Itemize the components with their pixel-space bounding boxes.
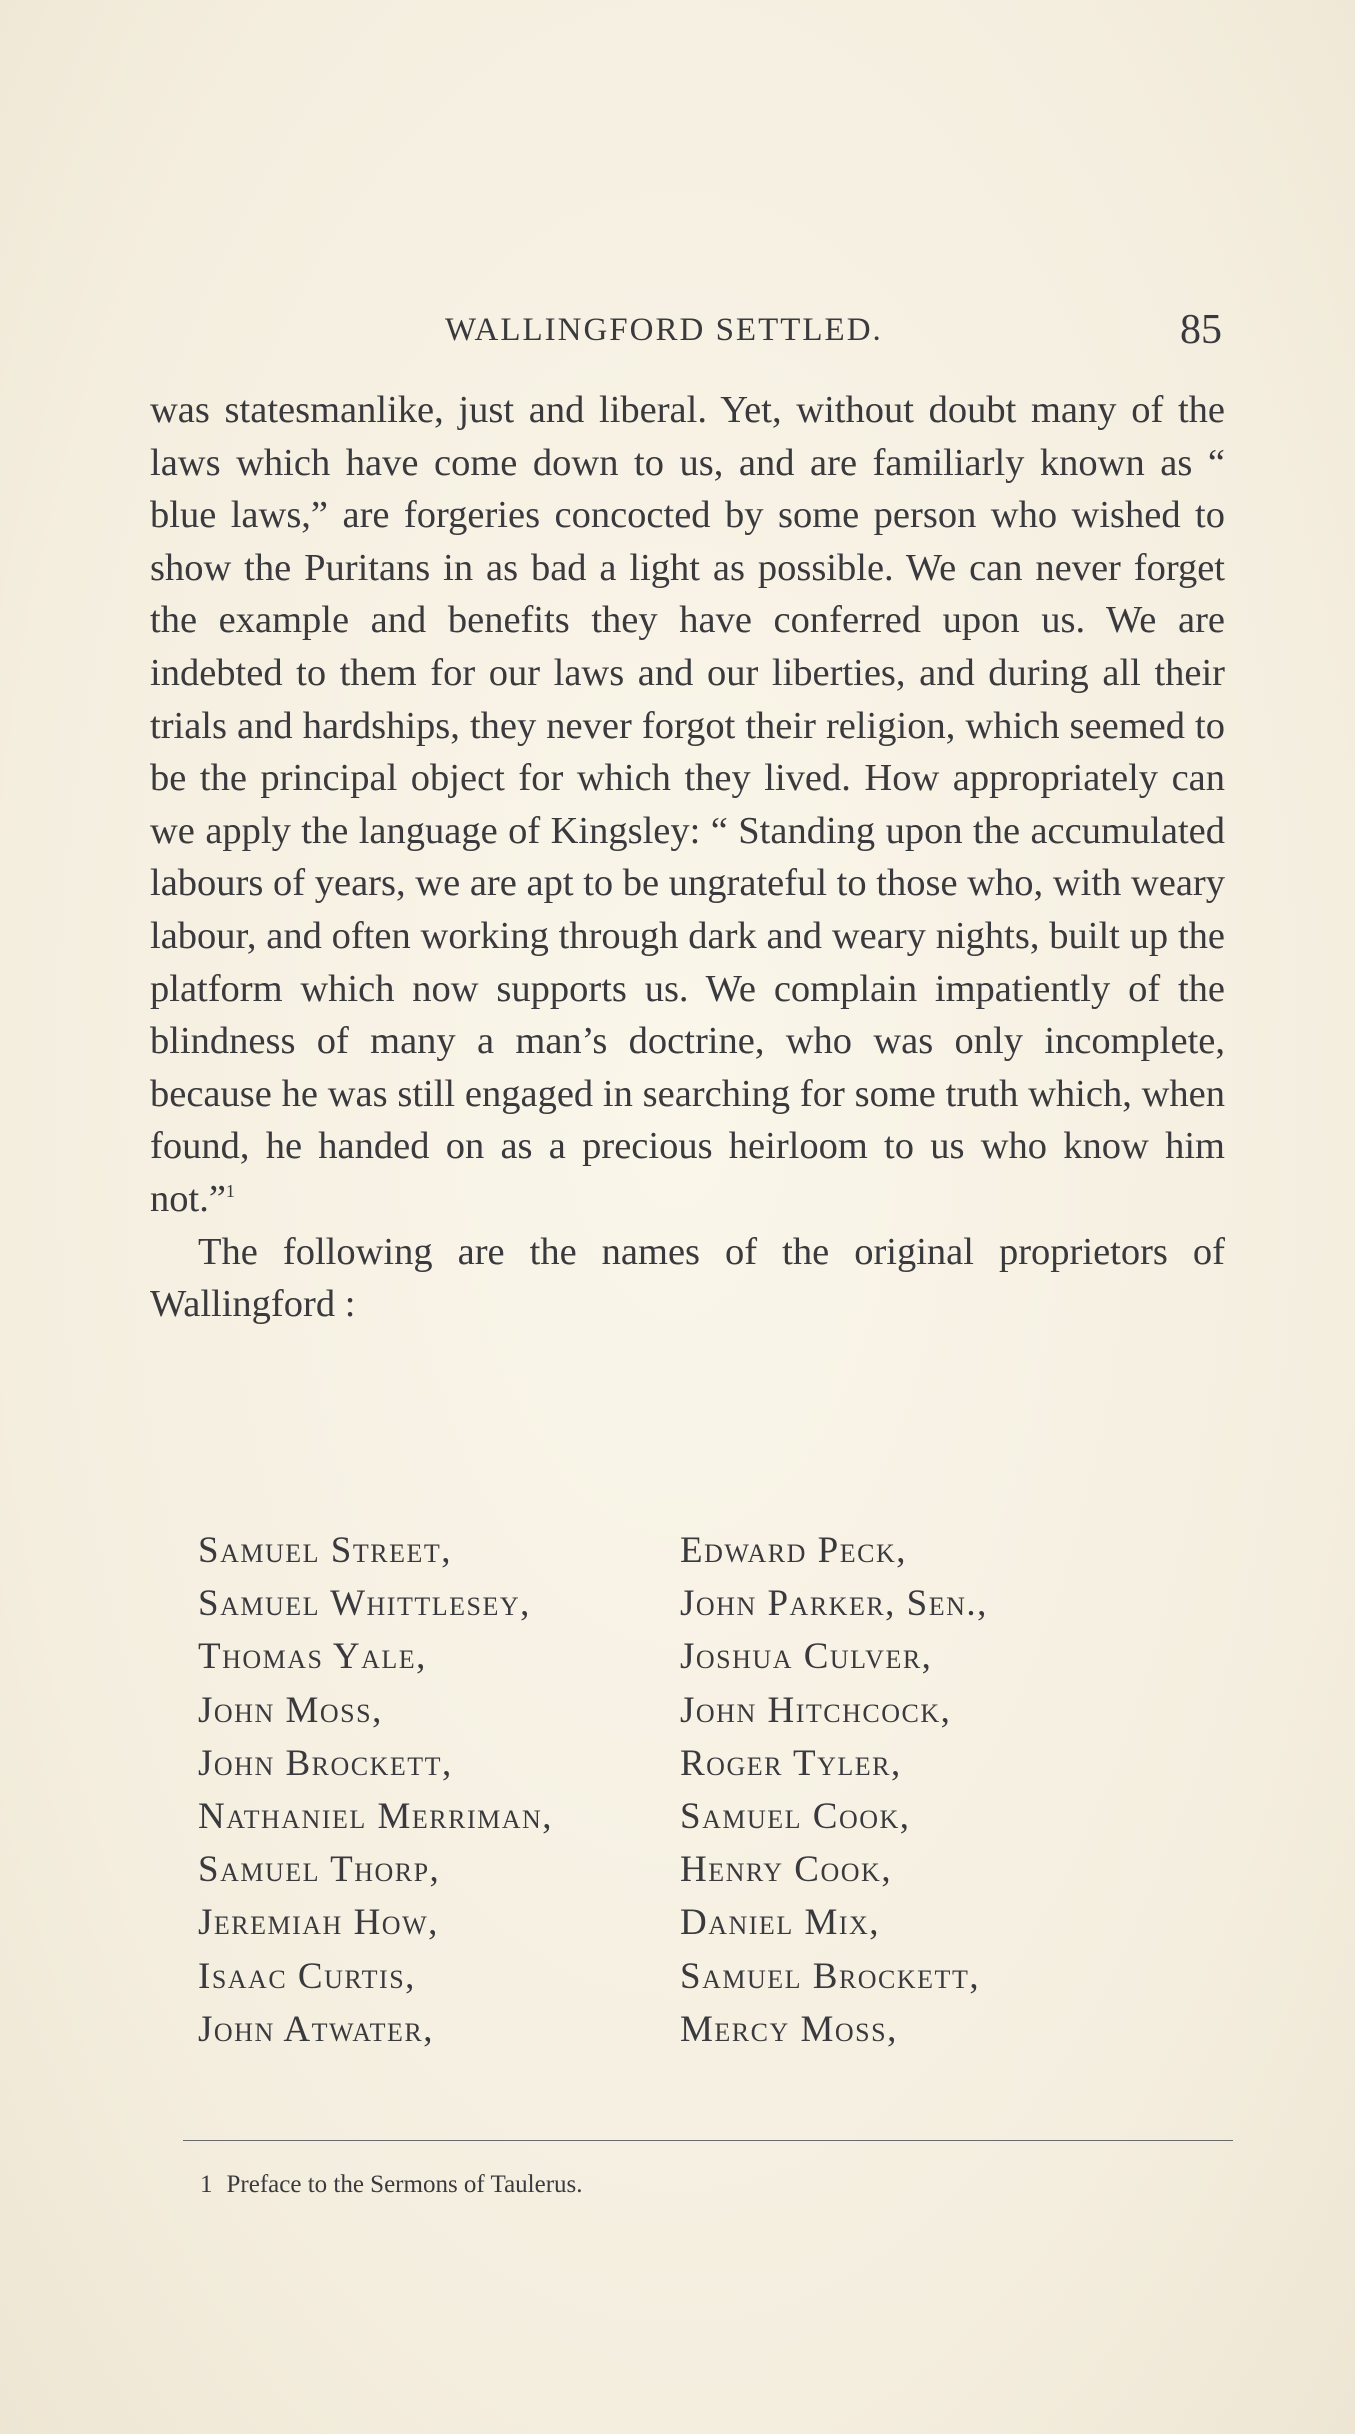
name-left: John Atwater,: [198, 2008, 434, 2050]
footnote-divider: [183, 2140, 1233, 2141]
name-left: Samuel Street,: [198, 1530, 452, 1571]
name-row: [198, 1630, 1228, 1683]
name-row: [198, 1524, 1228, 1577]
name-row: [198, 1843, 1228, 1896]
name-right: Mercy Moss,: [680, 2008, 898, 2050]
name-right: Samuel Cook,: [680, 1795, 911, 1837]
name-row: [198, 1950, 1228, 2003]
name-right: Daniel Mix,: [680, 1902, 881, 1944]
name-row: [198, 1684, 1228, 1737]
name-left: Isaac Curtis,: [198, 1955, 416, 1997]
paragraph-text: was statesmanlike, just and liberal. Yet, without doubt many of the laws which have come down to us, and are familiarly known as “ blue laws,” are forgeries concocted by some person who wished to show the Puritans in as bad a light as possible. We can never forget the example and benefits they have conferred upon us. We are indebted to them for our laws and our liberties, and during all their trials and hardships, they never forgot their religion, which seemed to be the principal object for which they lived. How appropriately can we apply the language of Kingsley: “ Standing upon the accumulated labours of years, we are apt to be ungrateful to those who, with weary labour, and often working through dark and weary nights, built up the platform which now supports us. We complain impatiently of the blindness of many a man’s doctrine, who was only incomplete, because he was still engaged in searching for some truth which, when found, he handed on as a precious heirloom to us who know him not.”: [150, 389, 1225, 1220]
name-right: Samuel Brockett,: [680, 1955, 981, 1997]
name-left: Nathaniel Merriman,: [198, 1795, 554, 1837]
footnote: [200, 2171, 583, 2199]
footnote-number: 1: [200, 2171, 213, 2198]
page-number: 85: [1180, 307, 1222, 353]
name-right: John Parker, Sen.,: [680, 1583, 988, 1625]
name-right: Roger Tyler,: [680, 1742, 902, 1784]
footnote-reference: 1: [225, 1181, 235, 1202]
name-row: [198, 2003, 1228, 2056]
name-right: John Hitchcock,: [680, 1689, 952, 1731]
footnote-text: Preface to the Sermons of Taulerus.: [226, 2171, 583, 2198]
name-right: Edward Peck,: [680, 1530, 908, 1571]
running-head: [150, 306, 1222, 356]
name-left: Samuel Thorp,: [198, 1849, 441, 1891]
name-left: Jeremiah How,: [198, 1902, 439, 1944]
name-right: Henry Cook,: [680, 1849, 893, 1891]
name-right: Joshua Culver,: [680, 1636, 933, 1678]
running-title: WALLINGFORD SETTLED.: [445, 312, 883, 348]
name-row: [198, 1577, 1228, 1630]
name-row: [198, 1790, 1228, 1843]
paragraph: The following are the names of the original proprietors of Wallingford :: [150, 1230, 1225, 1326]
name-row: [198, 1737, 1228, 1790]
body-text: [150, 384, 1225, 1331]
name-row: [198, 1896, 1228, 1949]
name-left: Samuel Whittlesey,: [198, 1583, 531, 1625]
name-left: John Moss,: [198, 1689, 383, 1731]
name-left: Thomas Yale,: [198, 1636, 427, 1678]
paragraph: [150, 384, 1225, 1226]
proprietors-list: [198, 1524, 1228, 2056]
name-left: John Brockett,: [198, 1742, 453, 1784]
